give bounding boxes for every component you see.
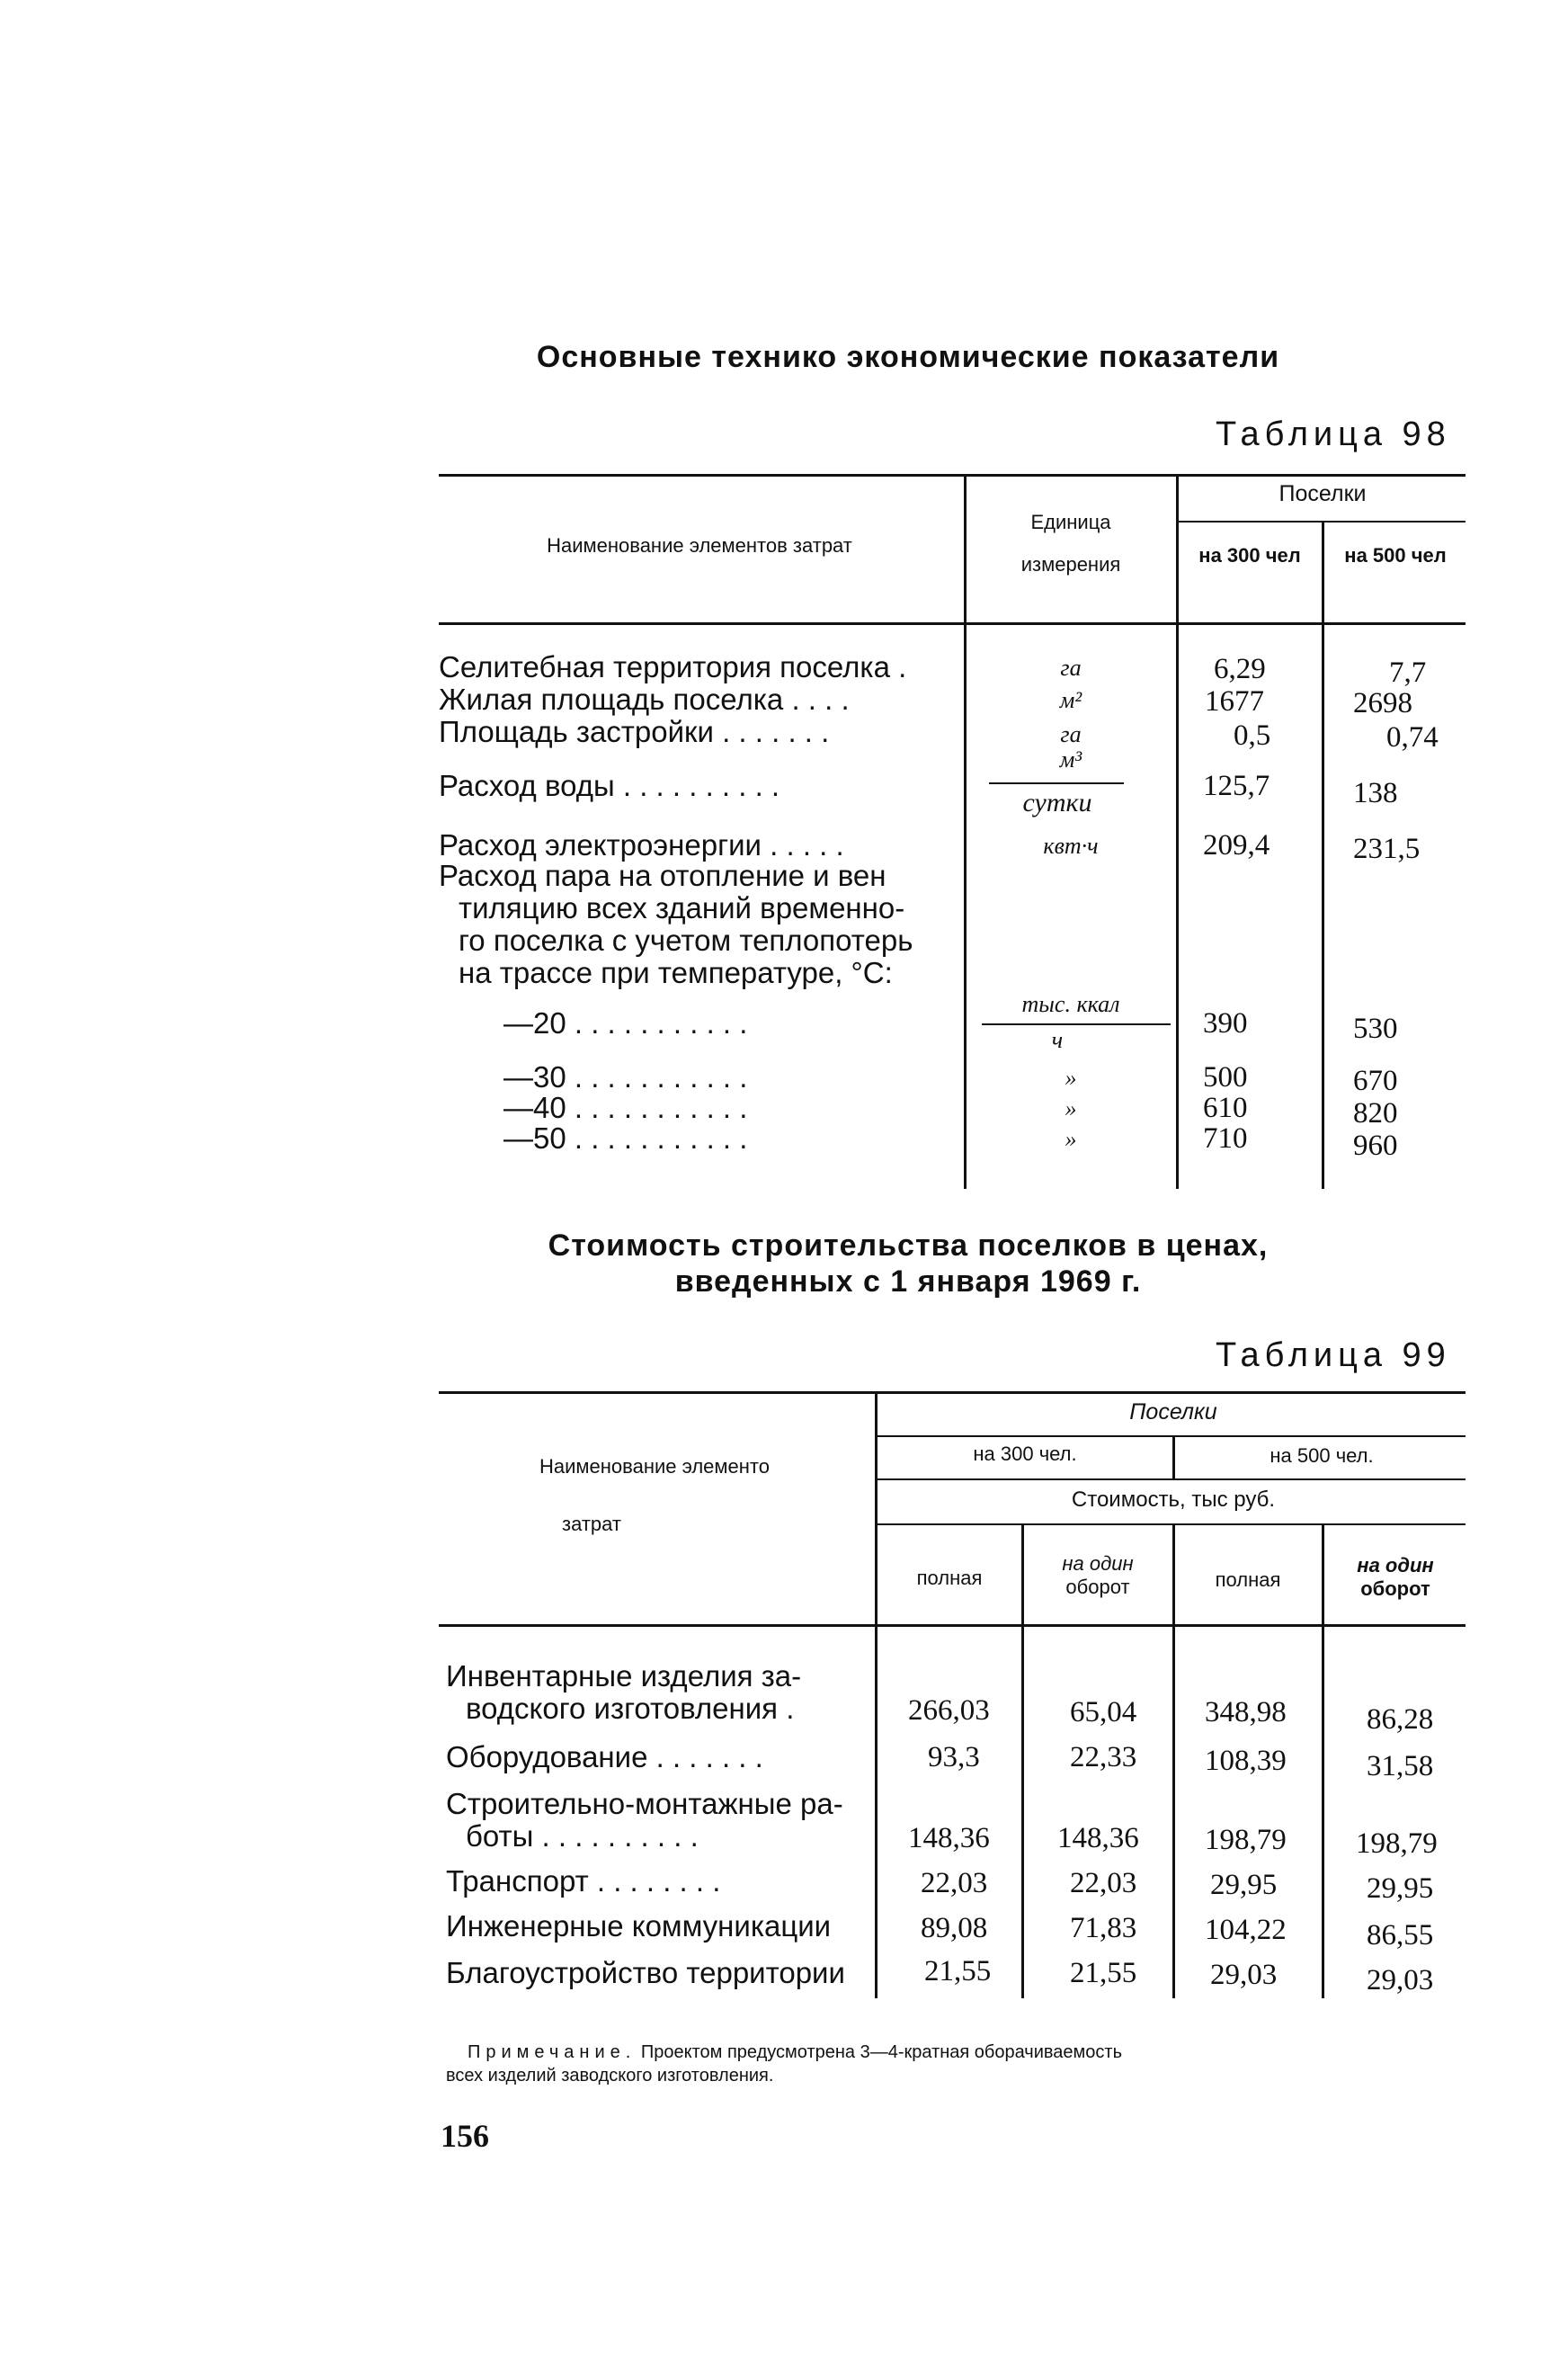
- table98-value-300: 125,7: [1203, 770, 1270, 802]
- table98-value-500: 2698: [1353, 687, 1412, 719]
- table99-header-cost: Стоимость, тыс руб.: [1071, 1487, 1276, 1512]
- table99-value-full-300: 21,55: [924, 1955, 992, 1987]
- table98-row-label: Жилая площадь поселка . . . .: [439, 683, 850, 716]
- table98-divider-unit: [964, 474, 967, 1189]
- table98-label: Таблица 98: [1216, 415, 1451, 453]
- table99-header-per-500-2: оборот: [1360, 1577, 1430, 1600]
- table99-header-per-300-1: на один: [1062, 1552, 1134, 1575]
- table99-value-full-500: 198,79: [1205, 1824, 1287, 1856]
- table99-value-per-500: 29,03: [1367, 1964, 1434, 1996]
- table98-steam-value-500: 960: [1353, 1130, 1398, 1162]
- table98-unit-fraction-bar: [989, 782, 1124, 784]
- table99-row-label: Транспорт . . . . . . . .: [446, 1864, 721, 1898]
- table99-value-full-300: 93,3: [928, 1741, 980, 1773]
- footnote-text-2: всех изделий заводского изготовления.: [446, 2066, 774, 2086]
- table98-value-500: 7,7: [1389, 656, 1427, 689]
- table99-row-label-cont: водского изготовления .: [466, 1692, 795, 1725]
- table99-sub-rule: [878, 1478, 1466, 1480]
- table99-header-name-2: затрат: [562, 1513, 621, 1535]
- table98-header-name: Наименование элементов затрат: [547, 534, 852, 557]
- table99-value-full-500: 104,22: [1205, 1914, 1287, 1946]
- table99-value-per-500: 86,55: [1367, 1919, 1434, 1952]
- table99-heading-line2: введенных с 1 января 1969 г.: [674, 1264, 1142, 1299]
- table99-header-per-500-1: на один: [1357, 1554, 1434, 1576]
- table98-value-500: 0,74: [1386, 721, 1439, 754]
- table99-row-label: Инженерные коммуникации: [446, 1909, 832, 1943]
- table99-value-per-500: 86,28: [1367, 1703, 1434, 1736]
- table98-row-unit: га: [1060, 655, 1082, 681]
- table98-header-unit-2: измерения: [1020, 553, 1121, 576]
- table98-row-unit-denominator: сутки: [1022, 788, 1092, 817]
- table98-row-unit: квт·ч: [1043, 833, 1099, 859]
- table98-header-bottom-rule: [439, 622, 1466, 625]
- table99-value-per-500: 31,58: [1367, 1750, 1434, 1782]
- table99-group-rule: [878, 1435, 1466, 1437]
- table98-row-unit: га: [1060, 721, 1082, 747]
- table99-divider-name: [875, 1391, 878, 1998]
- table98-header-unit-1: Единица: [1030, 511, 1111, 533]
- table99-header-bottom-rule: [439, 1624, 1466, 1627]
- table99-value-per-300: 21,55: [1070, 1957, 1137, 1989]
- table98-divider-300: [1176, 474, 1179, 1189]
- table98-steam-value-500: 820: [1353, 1097, 1398, 1130]
- table99-divider-sub: [1172, 1435, 1175, 1478]
- table99-row-label: Оборудование . . . . . . .: [446, 1740, 763, 1773]
- table98-steam-value-300: 710: [1203, 1122, 1248, 1155]
- table98-row-unit: м²: [1059, 687, 1082, 713]
- table99-value-per-500: 198,79: [1356, 1827, 1438, 1860]
- table98-steam-unit-denominator: ч: [1051, 1027, 1064, 1053]
- footnote-text-1: Проектом предусмотрена 3—4-кратная оборачиваемость: [636, 2042, 1122, 2062]
- table99-header-300: на 300 чел.: [973, 1442, 1077, 1465]
- table98-steam-row-label: —30 . . . . . . . . . . .: [503, 1060, 748, 1094]
- table98-divider-500: [1322, 521, 1324, 1189]
- table99-value-per-300: 22,33: [1070, 1741, 1137, 1773]
- table98-steam-row-unit: »: [1065, 1095, 1077, 1121]
- table98-row-label: Расход электроэнергии . . . . .: [439, 828, 844, 862]
- table99-value-full-300: 22,03: [921, 1867, 988, 1899]
- table98-value-300: 209,4: [1203, 829, 1270, 862]
- table99-value-full-300: 266,03: [908, 1694, 990, 1727]
- table99-value-per-300: 65,04: [1070, 1696, 1137, 1728]
- table98-steam-value-300: 610: [1203, 1092, 1248, 1124]
- table98-steam-line: го поселка с учетом теплопотерь: [459, 924, 913, 957]
- table98-value-300: 6,29: [1214, 653, 1266, 685]
- table98-row-label: Площадь застройки . . . . . . .: [439, 715, 830, 748]
- footnote: [468, 2041, 1474, 2064]
- table99-row-label: Строительно-монтажные ра-: [446, 1787, 843, 1820]
- table98-steam-row-unit: »: [1065, 1126, 1077, 1152]
- table98-steam-row-label: —40 . . . . . . . . . . .: [503, 1091, 748, 1124]
- table99-cost-rule: [878, 1523, 1466, 1525]
- table99-value-per-300: 22,03: [1070, 1867, 1137, 1899]
- table98-steam-value-500: 670: [1353, 1065, 1398, 1097]
- table99-header-full-300: полная: [916, 1567, 983, 1589]
- table98-steam-unit-numerator: тыс. ккал: [1021, 991, 1120, 1017]
- table98-value-300: 0,5: [1234, 719, 1271, 752]
- table98-steam-value-300: 500: [1203, 1061, 1248, 1094]
- table98-heading: Основные технико экономические показатели: [536, 340, 1280, 374]
- table98-row-label: Селитебная территория поселка .: [439, 650, 907, 683]
- table99-row-label: Инвентарные изделия за-: [446, 1659, 802, 1693]
- table98-value-500: 138: [1353, 777, 1398, 809]
- table99-top-rule: [439, 1391, 1466, 1394]
- table98-header-group: Поселки: [1278, 481, 1367, 506]
- table99-value-per-500: 29,95: [1367, 1872, 1434, 1905]
- table98-steam-fraction-bar: [982, 1023, 1171, 1025]
- table98-steam-line: на трассе при температуре, °С:: [459, 956, 893, 989]
- table99-header-500: на 500 чел.: [1270, 1444, 1374, 1467]
- table99-header-per-300-2: оборот: [1065, 1576, 1130, 1598]
- table99-divider-a: [1021, 1523, 1024, 1998]
- table99-value-full-500: 108,39: [1205, 1745, 1287, 1777]
- table98-steam-line: Расход пара на отопление и вен: [439, 859, 886, 892]
- table98-steam-row-label: —20 . . . . . . . . . . .: [503, 1006, 748, 1040]
- table99-header-full-500: полная: [1215, 1568, 1281, 1591]
- table98-steam-value-300: 390: [1203, 1007, 1248, 1040]
- table98-header-500: на 500 чел: [1344, 544, 1447, 567]
- page-number: 156: [441, 2118, 489, 2154]
- table99-heading-line1: Стоимость строительства поселков в ценах,: [548, 1228, 1269, 1263]
- table99-divider-b: [1172, 1523, 1175, 1998]
- table98-steam-row-unit: »: [1065, 1065, 1077, 1091]
- table99-header-group: Поселки: [1129, 1399, 1217, 1425]
- table98-value-500: 231,5: [1353, 833, 1421, 865]
- table98-steam-value-500: 530: [1353, 1013, 1398, 1045]
- table98-row-label: Расход воды . . . . . . . . . .: [439, 769, 780, 802]
- table98-top-rule: [439, 474, 1466, 477]
- table99-value-full-500: 29,03: [1210, 1959, 1278, 1991]
- table99-value-per-300: 71,83: [1070, 1912, 1137, 1944]
- table99-value-full-500: 348,98: [1205, 1696, 1287, 1728]
- table98-steam-row-label: —50 . . . . . . . . . . .: [503, 1121, 748, 1155]
- table98-steam-line: тиляцию всех зданий временно-: [459, 891, 905, 924]
- table99-row-label-cont: боты . . . . . . . . . .: [466, 1819, 699, 1853]
- table99-value-full-500: 29,95: [1210, 1869, 1278, 1901]
- table98-value-300: 1677: [1205, 685, 1264, 718]
- table98-header-300: на 300 чел: [1198, 544, 1301, 567]
- table99-label: Таблица 99: [1216, 1336, 1451, 1374]
- table99-value-full-300: 148,36: [908, 1822, 990, 1854]
- footnote-prefix: Примечание.: [468, 2042, 637, 2062]
- table99-header-name-1: Наименование элементо: [539, 1455, 770, 1478]
- table98-row-unit-numerator: м³: [1059, 746, 1082, 773]
- table99-divider-c: [1322, 1523, 1324, 1998]
- table99-value-full-300: 89,08: [921, 1912, 988, 1944]
- table99-value-per-300: 148,36: [1057, 1822, 1139, 1854]
- table99-row-label: Благоустройство территории: [446, 1956, 845, 1989]
